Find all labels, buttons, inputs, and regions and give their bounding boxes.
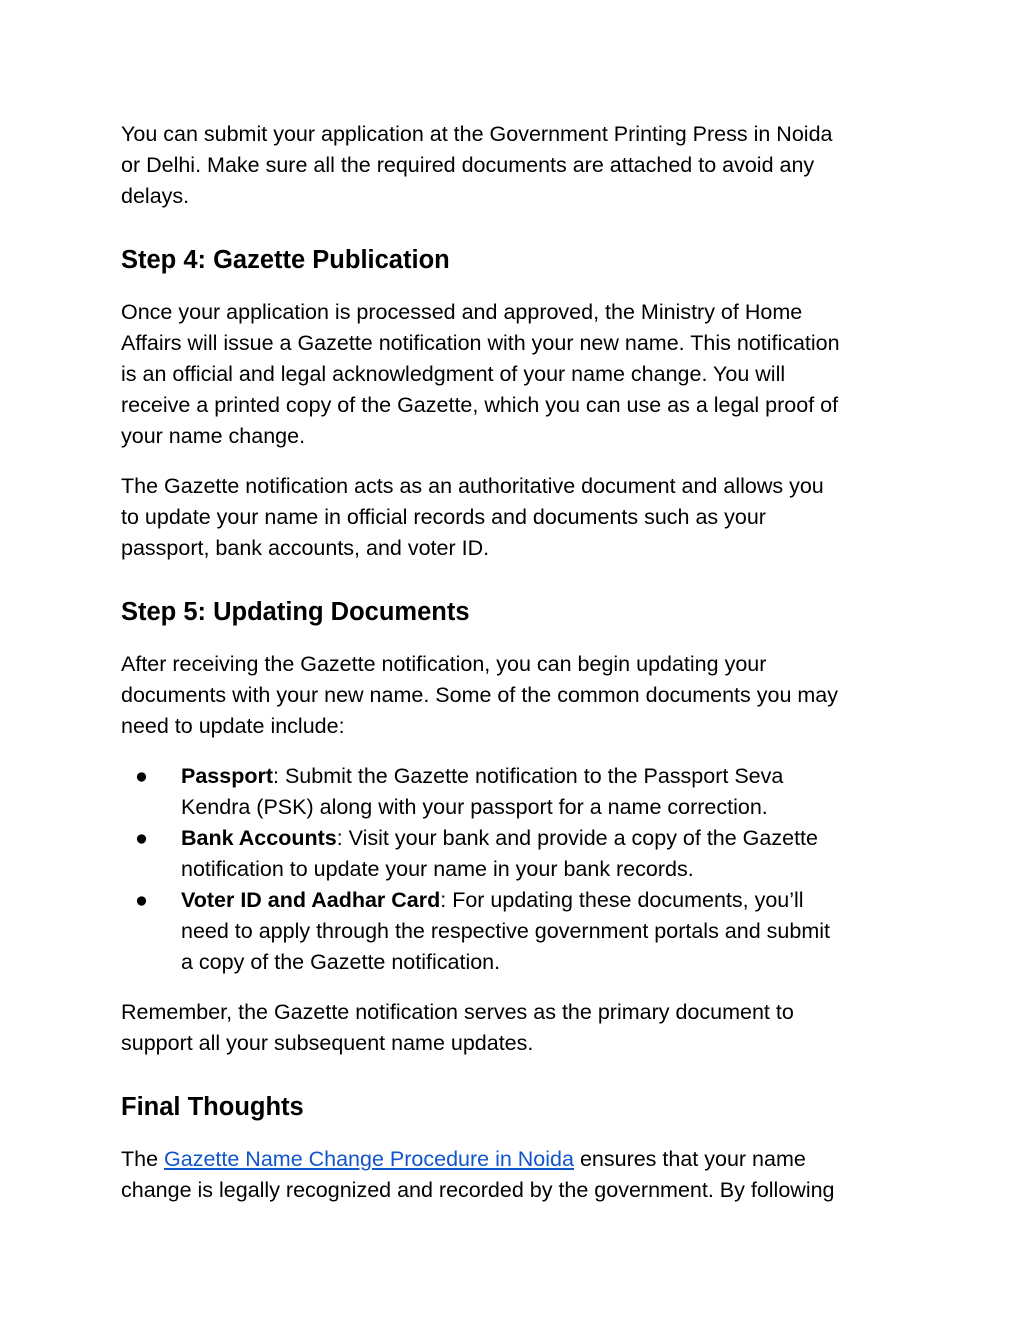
list-item-passport <box>121 761 921 823</box>
text-line: is an official and legal acknowledgment of your name change. You will <box>121 362 786 386</box>
gazette-procedure-link[interactable]: Gazette Name Change Procedure in Noida <box>164 1147 574 1171</box>
final-suffix: ensures that your name <box>573 1147 806 1171</box>
text-line: Remember, the Gazette notification serves as the primary document to <box>121 1000 794 1024</box>
list-item-voter-id <box>121 885 921 978</box>
bullet-icon: ● <box>135 764 148 788</box>
step4-heading: Step 4: Gazette Publication <box>121 246 450 274</box>
bullet-icon: ● <box>135 826 148 850</box>
list-item-term: Passport <box>181 764 274 788</box>
final-paragraph <box>121 1144 921 1206</box>
bullet-icon: ● <box>135 888 148 912</box>
text-line: need to update include: <box>121 714 345 738</box>
list-item-line: Kendra (PSK) along with your passport for a name correction. <box>181 795 768 819</box>
text-line: your name change. <box>121 424 306 448</box>
list-item-bank-accounts <box>121 823 921 885</box>
list-item-term: Voter ID and Aadhar Card <box>181 888 441 912</box>
step5-heading: Step 5: Updating Documents <box>121 598 470 626</box>
text-line: The Gazette notification acts as an authoritative document and allows you <box>121 474 824 498</box>
text-line: to update your name in official records and documents such as your <box>121 505 766 529</box>
text-line <box>121 1144 921 1175</box>
text-line: documents with your new name. Some of the common documents you may <box>121 683 839 707</box>
text-line: receive a printed copy of the Gazette, which you can use as a legal proof of <box>121 393 839 417</box>
document-content <box>121 119 921 1225</box>
final-prefix: The <box>121 1147 165 1171</box>
text-line: Affairs will issue a Gazette notification with your new name. This notification <box>121 331 840 355</box>
text-line: After receiving the Gazette notification, you can begin updating your <box>121 652 767 676</box>
list-item-line: need to apply through the respective government portals and submit <box>181 919 830 943</box>
step5-intro-paragraph <box>121 649 921 742</box>
text-line: support all your subsequent name updates. <box>121 1031 534 1055</box>
final-thoughts-heading: Final Thoughts <box>121 1093 304 1121</box>
text-line: Once your application is processed and approved, the Ministry of Home <box>121 300 803 324</box>
list-item-text: : Submit the Gazette notification to the Passport Seva <box>273 764 784 788</box>
text-line: delays. <box>121 184 190 208</box>
step5-closing-paragraph <box>121 997 921 1059</box>
list-item-text: : Visit your bank and provide a copy of the Gazette <box>336 826 818 850</box>
list-item-line: a copy of the Gazette notification. <box>181 950 501 974</box>
text-line: passport, bank accounts, and voter ID. <box>121 536 490 560</box>
list-item-text: : For updating these documents, you’ll <box>440 888 804 912</box>
text-line: change is legally recognized and recorded by the government. By following <box>121 1178 835 1202</box>
step4-paragraph-2 <box>121 471 921 564</box>
text-line: or Delhi. Make sure all the required documents are attached to avoid any <box>121 153 815 177</box>
list-item-term: Bank Accounts <box>181 826 337 850</box>
text-line: You can submit your application at the Government Printing Press in Noida <box>121 122 833 146</box>
documents-bullet-list <box>121 761 921 978</box>
step4-paragraph-1 <box>121 297 921 452</box>
intro-paragraph <box>121 119 921 212</box>
list-item-line <box>181 823 921 854</box>
list-item-line: notification to update your name in your bank records. <box>181 857 694 881</box>
list-item-line <box>181 761 921 792</box>
list-item-line <box>181 885 921 916</box>
